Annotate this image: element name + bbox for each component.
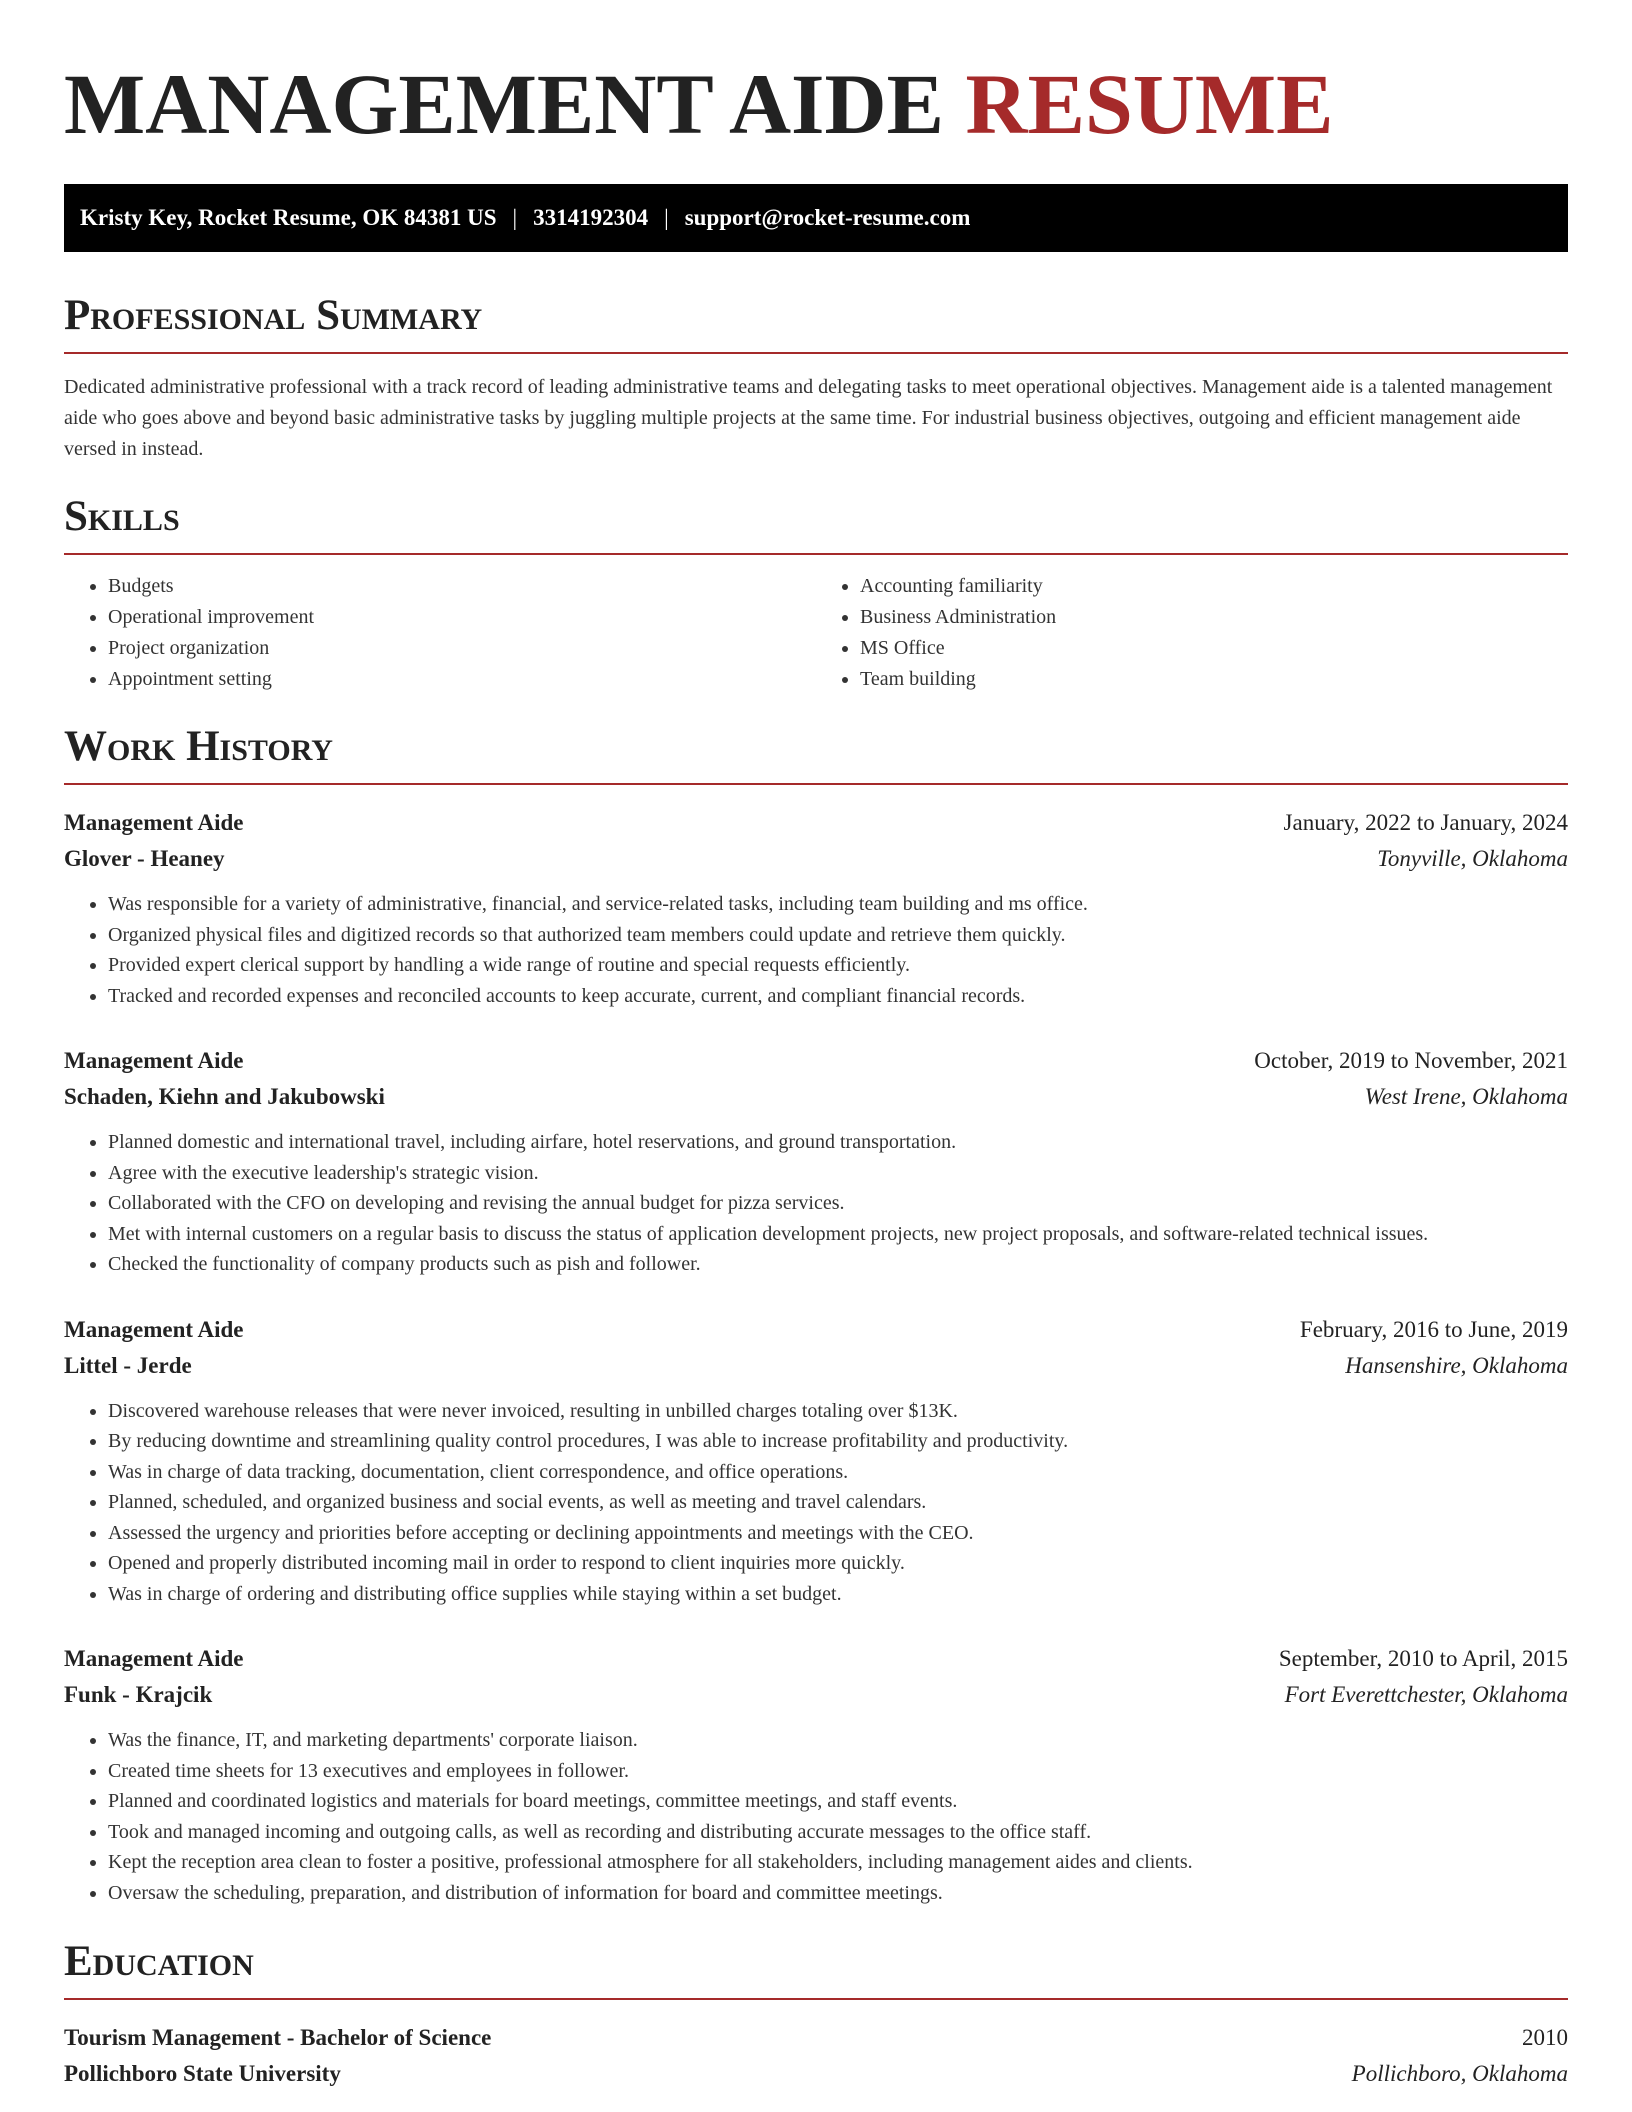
contact-email: support@rocket-resume.com [684,205,971,230]
job-bullet: • Oversaw the scheduling, preparation, and distribution of information for board and committee meetings. [108,1878,1568,1909]
contact-name-address: Kristy Key, Rocket Resume, OK 84381 US [80,205,497,230]
job-bullets [64,1396,1568,1610]
job-bullet: • Agree with the executive leadership's strategic vision. [108,1158,1568,1189]
work-history-section [64,721,1568,1908]
title-accent: RESUME [965,56,1334,152]
job-bullet: • Met with internal customers on a regular basis to discuss the status of application development projects, new project proposals, and software-related technical issues. [108,1219,1568,1250]
job-bullet: • By reducing downtime and streamlining quality control procedures, I was able to increase profitability and productivity. [108,1426,1568,1457]
section-divider [64,352,1568,354]
skills-column-right [816,571,1568,695]
job-bullet: • Planned and coordinated logistics and materials for board meetings, committee meetings, and staff events. [108,1786,1568,1817]
contact-separator: | [512,205,518,230]
skills-list [64,571,1568,695]
job-title: Management Aide [64,1316,244,1342]
job-entry [64,1641,1568,1908]
job-location: West Irene, Oklahoma [1364,1084,1568,1109]
skill-item: • Business Administration [860,602,1568,633]
job-bullet: • Tracked and recorded expenses and reconciled accounts to keep accurate, current, and compliant financial records. [108,981,1568,1012]
skill-item: • Operational improvement [108,602,816,633]
skill-item: • Budgets [108,571,816,602]
job-bullet: • Collaborated with the CFO on developing and revising the annual budget for pizza services. [108,1188,1568,1219]
job-company: Schaden, Kiehn and Jakubowski [64,1084,385,1109]
skill-item: • Appointment setting [108,664,816,695]
section-divider [64,1998,1568,2000]
skill-item: • Team building [860,664,1568,695]
title-main: MANAGEMENT AIDE [64,56,944,152]
job-company: Glover - Heaney [64,846,225,871]
job-dates: October, 2019 to November, 2021 [1254,1048,1568,1073]
job-dates: January, 2022 to January, 2024 [1283,810,1568,835]
education-entry [64,2020,1568,2092]
section-heading: Education [64,1938,254,1985]
job-bullet: • Opened and properly distributed incoming mail in order to respond to client inquiries more quickly. [108,1548,1568,1579]
section-heading: Professional Summary [64,292,483,339]
education-degree: Tourism Management - Bachelor of Science [64,2025,492,2050]
education-location: Pollichboro, Oklahoma [1351,2061,1568,2086]
job-bullet: • Kept the reception area clean to foster a positive, professional atmosphere for all stakeholders, including management aides and clients. [108,1847,1568,1878]
job-bullet: • Was in charge of data tracking, documentation, client correspondence, and office operations. [108,1457,1568,1488]
job-location: Tonyville, Oklahoma [1377,846,1568,871]
job-bullet: • Provided expert clerical support by handling a wide range of routine and special requests efficiently. [108,950,1568,981]
job-location: Fort Everettchester, Oklahoma [1284,1682,1568,1707]
job-entry [64,1043,1568,1280]
job-bullet: • Created time sheets for 13 executives and employees in follower. [108,1756,1568,1787]
summary-text: Dedicated administrative professional with a track record of leading administrative teams and delegating tasks to meet operational objectives. Management aide is a talented management aide who goes above and beyond basic administrative tasks by juggling multiple projects at the same time. For industrial business objectives, outgoing and efficient management aide versed in instead. [64,376,1553,460]
job-title: Management Aide [64,1646,244,1671]
job-company: Littel - Jerde [64,1352,192,1378]
skills-section [64,491,1568,695]
skill-item: • Accounting familiarity [860,571,1568,602]
education-school: Pollichboro State University [64,2061,341,2086]
skill-item: • Project organization [108,633,816,664]
section-divider [64,553,1568,555]
job-bullet: • Planned, scheduled, and organized business and social events, as well as meeting and travel calendars. [108,1487,1568,1518]
job-bullet: • Was the finance, IT, and marketing departments' corporate liaison. [108,1725,1568,1756]
education-year: 2010 [1522,2025,1568,2050]
job-bullet: • Was in charge of ordering and distributing office supplies while staying within a set budget. [108,1579,1568,1610]
job-company: Funk - Krajcik [64,1682,213,1707]
job-title: Management Aide [64,1048,244,1073]
job-dates: September, 2010 to April, 2015 [1278,1646,1568,1671]
resume-title [64,52,1568,156]
section-divider [64,783,1568,785]
job-entry [64,1312,1568,1610]
skill-item: • MS Office [860,633,1568,664]
job-bullet: • Assessed the urgency and priorities before accepting or declining appointments and meetings with the CEO. [108,1518,1568,1549]
job-location: Hansenshire, Oklahoma [1345,1352,1568,1378]
job-title: Management Aide [64,810,244,835]
contact-bar [64,184,1568,252]
job-entry [64,805,1568,1011]
job-bullets [64,1127,1568,1280]
job-bullet: • Discovered warehouse releases that were never invoiced, resulting in unbilled charges totaling over $13K. [108,1396,1568,1427]
job-bullet: • Took and managed incoming and outgoing calls, as well as recording and distributing accurate messages to the office staff. [108,1817,1568,1848]
contact-separator: | [664,205,669,230]
section-heading: Skills [64,493,180,540]
job-bullet: • Planned domestic and international travel, including airfare, hotel reservations, and ground transportation. [108,1127,1568,1158]
section-heading: Work History [64,723,333,770]
job-bullet: • Organized physical files and digitized records so that authorized team members could update and retrieve them quickly. [108,920,1568,951]
job-bullets [64,1725,1568,1908]
job-bullet: • Checked the functionality of company products such as pish and follower. [108,1249,1568,1280]
job-bullets [64,889,1568,1011]
contact-phone: 3314192304 [533,205,649,230]
job-dates: February, 2016 to June, 2019 [1299,1316,1568,1342]
summary-section [64,290,1568,465]
skills-column-left [64,571,816,695]
education-section [64,1936,1568,2092]
job-bullet: • Was responsible for a variety of administrative, financial, and service-related tasks, including team building and ms office. [108,889,1568,920]
